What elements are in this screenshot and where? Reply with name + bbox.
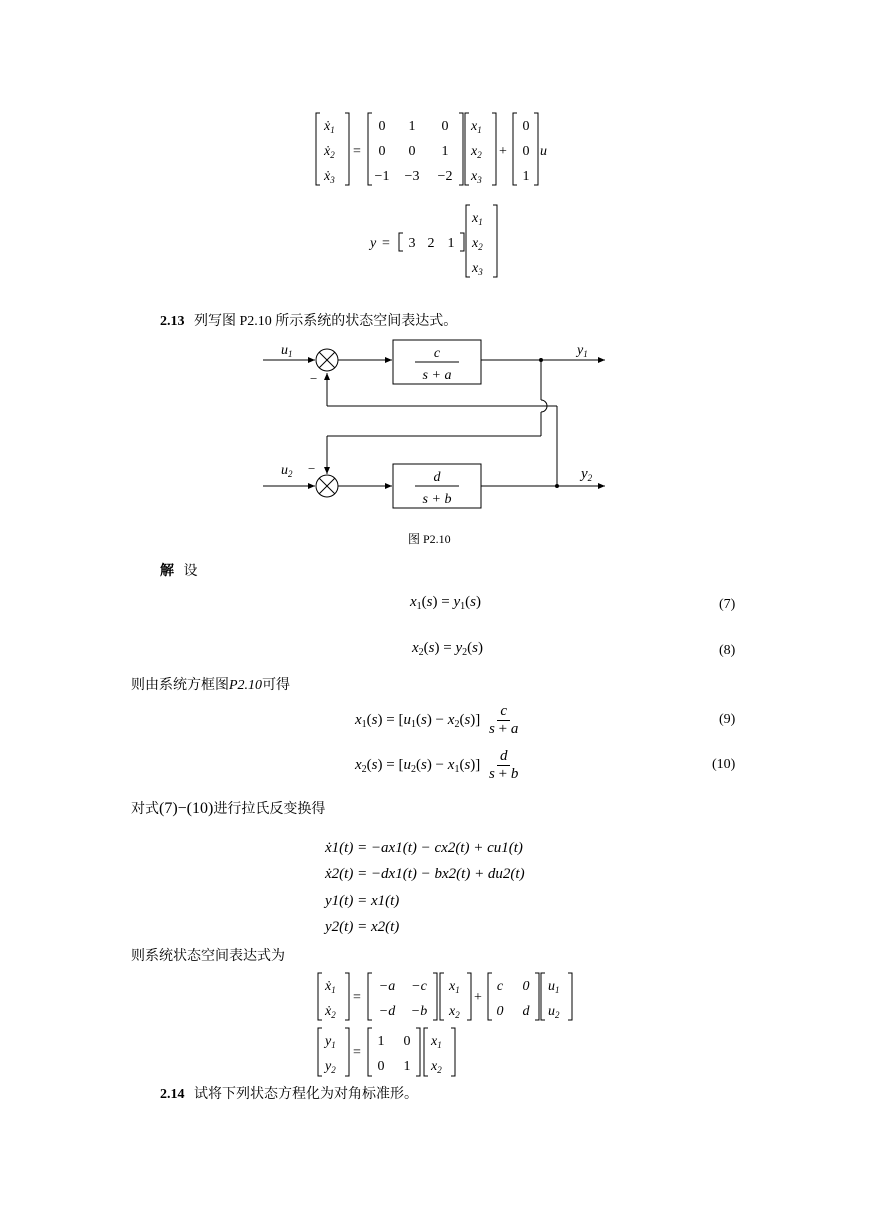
time-eq-2: ẋ2(t) = −dx1(t) − bx2(t) + du2(t) (325, 866, 525, 882)
time-eq-4: y2(t) = x2(t) (325, 919, 400, 935)
svg-text:s + b: s + b (422, 492, 452, 507)
svg-text:x2: $x_2$ (431, 1059, 442, 1075)
solution-header: 解 设 (160, 564, 198, 579)
from-diagram-text: 则由系统方框图P2.10可得 (131, 678, 291, 693)
c-row-cell: 1 (447, 236, 455, 251)
svg-text:s + a: s + a (422, 368, 452, 383)
svg-text:u1: $u_1$ (548, 979, 560, 995)
problem-text: 列写图 P2.10 所示系统的状态空间表达式。 (194, 314, 458, 329)
c2-matrix-cell: 1 (377, 1034, 385, 1049)
svg-text:y2: $y_2$ (325, 1059, 336, 1075)
a-matrix-cell: 1 (441, 144, 449, 159)
eq-8: $x_2(s) = y_2(s)$ (412, 640, 483, 658)
problem-number: 2.14 (160, 1087, 185, 1102)
u1-label: $u_1$ (281, 343, 293, 359)
lhs-x2dot: ẋ$_2$ (324, 144, 335, 160)
b2-matrix-cell: 0 (496, 1004, 504, 1019)
a-matrix-cell: −1 (374, 169, 390, 184)
a-matrix-cell: −3 (404, 169, 420, 184)
a-matrix-cell: 0 (378, 119, 386, 134)
svg-text:d: d (433, 470, 441, 485)
a2-matrix-cell: −c (411, 979, 427, 994)
eq-10-number: (10) (712, 757, 736, 772)
svg-text:+: + (474, 990, 482, 1005)
block-diagram (255, 338, 625, 523)
b2-matrix-cell: d (522, 1004, 530, 1019)
a-matrix-cell: 0 (408, 144, 416, 159)
y1-label: $y_1$ (577, 343, 588, 359)
svg-text:−: − (310, 371, 318, 386)
problem-text: 试将下列状态方程化为对角标准形。 (194, 1087, 418, 1102)
svg-text:−: − (308, 461, 316, 476)
figure-caption: 图 P2.10 (408, 532, 451, 546)
lhs-x1dot: ẋ$_1$ (324, 119, 335, 135)
state-space-intro: 则系统状态空间表达式为 (131, 949, 285, 964)
svg-text:+: + (499, 144, 507, 159)
eq-10: $x_2(s) = [u_2(s) - x_1(s)]$ $\frac{d}{s + b}$ (355, 748, 519, 782)
a-matrix-cell: 1 (408, 119, 416, 134)
b2-matrix-cell: 0 (522, 979, 530, 994)
svg-text:=: = (353, 1045, 361, 1060)
final-state-space (312, 970, 582, 1080)
svg-text:x1: $x_1$ (449, 979, 460, 995)
svg-text:ẋ1: ẋ$_1$ (325, 979, 336, 995)
eq-9-number: (9) (719, 712, 736, 727)
problem-2-13 (160, 313, 457, 331)
eq-9: $x_1(s) = [u_1(s) - x_2(s)]$ $\frac{c}{s + a}$ (355, 703, 519, 737)
y-symbol: y (370, 236, 377, 251)
time-eq-3: y1(t) = x1(t) (325, 893, 400, 909)
svg-text:=: = (382, 236, 390, 251)
a-matrix-cell: 0 (441, 119, 449, 134)
svg-text:c: c (433, 346, 441, 361)
b-vector-cell: 0 (522, 144, 530, 159)
a2-matrix-cell: −b (410, 1004, 428, 1019)
svg-text:=: = (353, 144, 361, 159)
a2-matrix-cell: −a (378, 979, 396, 994)
c-row-cell: 3 (408, 236, 416, 251)
problem-number: 2.13 (160, 314, 185, 329)
svg-text:x1: $x_1$ (431, 1034, 442, 1050)
x-vector-cell: $x_3$ (471, 169, 482, 185)
time-eq-1: ẋ1(t) = −ax1(t) − cx2(t) + cu1(t) (325, 840, 523, 856)
x-vector-cell: $x_1$ (472, 211, 483, 227)
y2-label: $y_2$ (581, 466, 593, 483)
b2-matrix-cell: c (496, 979, 504, 994)
x-vector-cell: $x_1$ (471, 119, 482, 135)
u2-label: $u_2$ (281, 463, 293, 479)
eq-7: $x_1(s) = y_1(s)$ (410, 594, 481, 612)
c2-matrix-cell: 0 (377, 1059, 385, 1074)
svg-text:ẋ2: ẋ$_2$ (325, 1004, 336, 1020)
svg-text:x2: $x_2$ (449, 1004, 460, 1020)
b-vector-cell: 0 (522, 119, 530, 134)
eq-7-number: (7) (719, 597, 736, 612)
a-matrix-cell: −2 (437, 169, 453, 184)
c2-matrix-cell: 1 (403, 1059, 411, 1074)
a-matrix-cell: 0 (378, 144, 386, 159)
x-vector-cell: $x_3$ (472, 261, 483, 277)
x-vector-cell: $x_2$ (472, 236, 483, 252)
svg-text:u2: $u_2$ (548, 1004, 560, 1020)
svg-text:=: = (353, 990, 361, 1005)
c2-matrix-cell: 0 (403, 1034, 411, 1049)
inverse-transform-text: 对式(7)−(10)进行拉氏反变换得 (131, 800, 326, 817)
svg-text:y1: $y_1$ (325, 1034, 336, 1050)
x-vector-cell: $x_2$ (471, 144, 482, 160)
c-row-cell: 2 (427, 236, 435, 251)
top-state-equation (300, 105, 580, 285)
problem-2-14 (160, 1086, 418, 1104)
lhs-x3dot: ẋ$_3$ (324, 169, 335, 185)
b-vector-cell: 1 (522, 169, 530, 184)
eq-8-number: (8) (719, 643, 736, 658)
a2-matrix-cell: −d (378, 1004, 396, 1019)
u-symbol: u (540, 144, 547, 159)
